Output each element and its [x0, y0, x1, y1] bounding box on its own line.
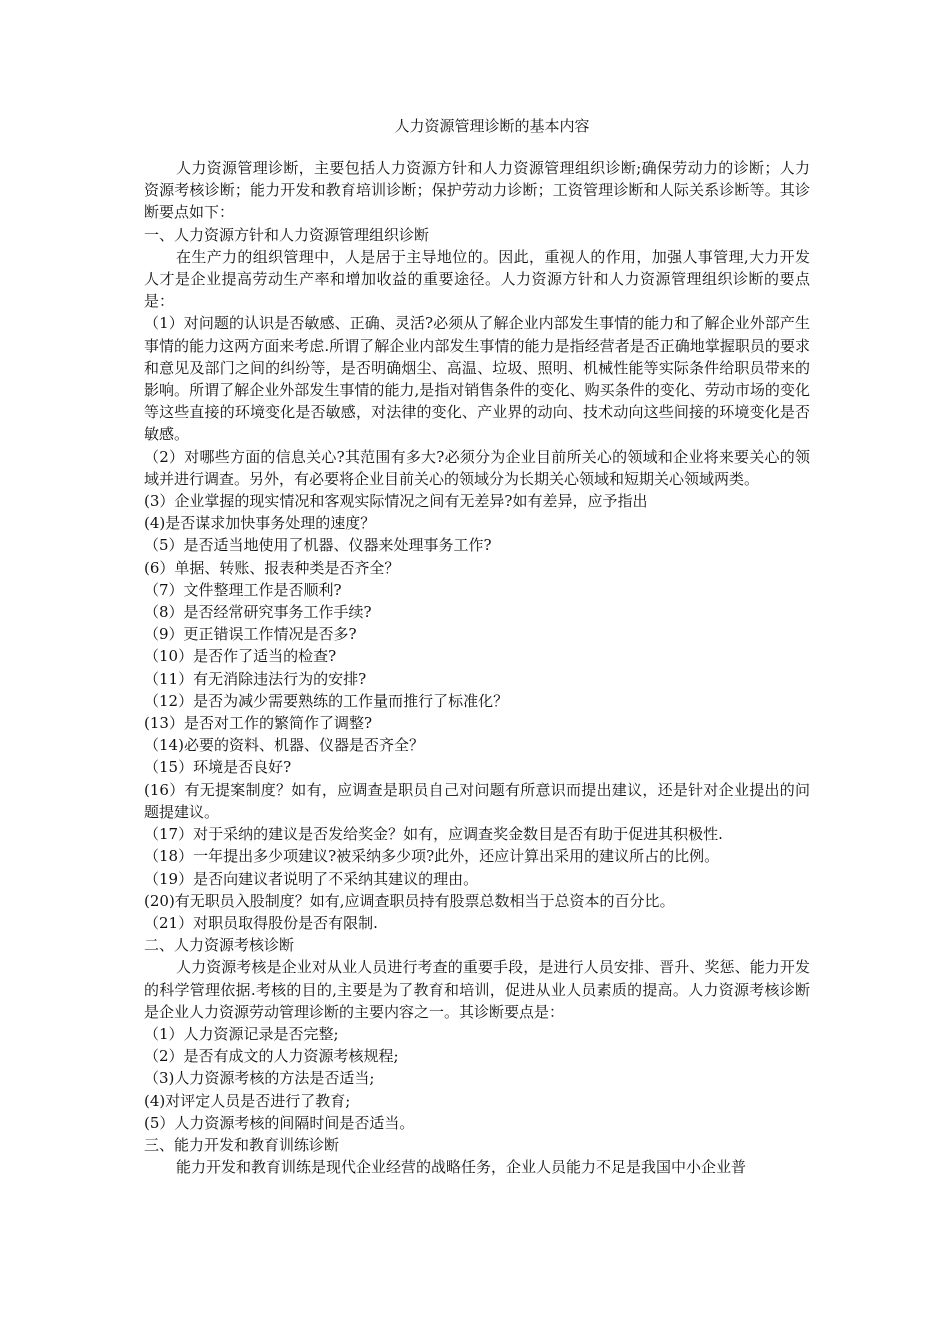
section-1-item-9: （9）更正错误工作情况是否多?: [144, 625, 357, 644]
section-1-item-19: （19）是否向建议者说明了不采纳其建议的理由。: [144, 869, 479, 888]
section-1-item-21: （21）对职员取得股份是否有限制.: [144, 913, 378, 932]
section-1-item-12: （12）是否为减少需要熟练的工作量而推行了标准化？: [144, 691, 509, 710]
section-2-item-2: （2）是否有成文的人力资源考核规程;: [144, 1047, 399, 1066]
section-1-item-3: (3）企业掌握的现实情况和客观实际情况之间有无差异?如有差异，应予指出: [144, 492, 648, 511]
section-1-item-17: （17）对于采纳的建议是否发给奖金？如有，应调查奖金数目是否有助于促进其积极性.: [144, 825, 723, 844]
section-1-item-13: (13）是否对工作的繁简作了调整?: [144, 714, 372, 733]
intro-paragraph: 人力资源管理诊断，主要包括人力资源方针和人力资源管理组织诊断;确保劳动力的诊断；人力资源考核诊断；能力开发和教育培训诊断；保护劳动力诊断；工资管理诊断和人际关系诊断等。其诊断要点如下：: [144, 159, 810, 222]
section-1-item-18: （18）一年提出多少项建议?被采纳多少项?此外，还应计算出采用的建议所占的比例。: [144, 847, 720, 866]
section-3-body: 能力开发和教育训练是现代企业经营的战略任务，企业人员能力不足是我国中小企业普: [176, 1158, 747, 1177]
section-1-item-7: （7）文件整理工作是否顺利?: [144, 580, 342, 599]
section-2-item-5: (5）人力资源考核的间隔时间是否适当。: [144, 1113, 415, 1132]
section-1-item-10: （10）是否作了适当的检查?: [144, 647, 337, 666]
document-page: [144, 114, 810, 1178]
section-1-item-4: (4)是否谋求加快事务处理的速度？: [144, 514, 376, 533]
section-1-item-14: （14)必要的资料、机器、仪器是否齐全？: [144, 736, 424, 755]
section-3-heading: 三、能力开发和教育训练诊断: [144, 1135, 340, 1154]
section-2-heading: 二、人力资源考核诊断: [144, 936, 295, 955]
section-1-item-1: （1）对问题的认识是否敏感、正确、灵活?必须从了解企业内部发生事情的能力和了解企业外部产生事情的能力这两方面来考虑.所谓了解企业内部发生事情的能力是指经营者是否正确地掌握职员的要求和意见及部门之间的纠纷等，是否明确烟尘、高温、垃圾、照明、机械性能等实际条件给职员带来的影响。所谓了解企业外部发生事情的能力,是指对销售条件的变化、购买条件的变化、劳动市场的变化等这些直接的环境变化是否敏感，对法律的变化、产业界的动向、技术动向这些间接的环境变化是否敏感。: [144, 314, 810, 444]
section-2-item-4: (4)对评定人员是否进行了教育;: [144, 1091, 351, 1110]
section-1-item-6: (6）单据、转账、报表种类是否齐全？: [144, 558, 400, 577]
section-1-heading: 一、人力资源方针和人力资源管理组织诊断: [144, 225, 430, 244]
section-2-body: 人力资源考核是企业对从业人员进行考查的重要手段，是进行人员安排、晋升、奖惩、能力开发的科学管理依据.考核的目的,主要是为了教育和培训，促进从业人员素质的提高。人力资源考核诊断是企业人力资源劳动管理诊断的主要内容之一。其诊断要点是：: [144, 958, 810, 1021]
section-1-item-8: （8）是否经常研究事务工作手续?: [144, 603, 372, 622]
section-1-item-16: (16）有无提案制度？如有，应调查是职员自己对问题有所意识而提出建议，还是针对企业提出的问题提建议。: [144, 780, 810, 821]
section-2-item-3: （3)人力资源考核的方法是否适当;: [144, 1069, 375, 1088]
section-1-item-20: (20)有无职员入股制度？如有,应调查职员持有股票总数相当于总资本的百分比。: [144, 891, 675, 910]
section-1-item-5: （5）是否适当地使用了机器、仪器来处理事务工作?: [144, 536, 492, 555]
section-2-item-1: （1）人力资源记录是否完整;: [144, 1024, 339, 1043]
document-title: 人力资源管理诊断的基本内容: [394, 117, 590, 135]
section-1-item-11: （11）有无消除违法行为的安排?: [144, 669, 367, 688]
section-1-item-2: （2）对哪些方面的信息关心?其范围有多大?必须分为企业目前所关心的领域和企业将来要关心的领域并进行调查。另外，有必要将企业目前关心的领域分为长期关心领域和短期关心领域两类。: [144, 447, 810, 488]
section-1-item-15: （15）环境是否良好?: [144, 758, 292, 777]
section-1-body: 在生产力的组织管理中，人是居于主导地位的。因此，重视人的作用，加强人事管理,大力开发人才是企业提高劳动生产率和增加收益的重要途径。人力资源方针和人力资源管理组织诊断的要点是：: [144, 247, 810, 311]
